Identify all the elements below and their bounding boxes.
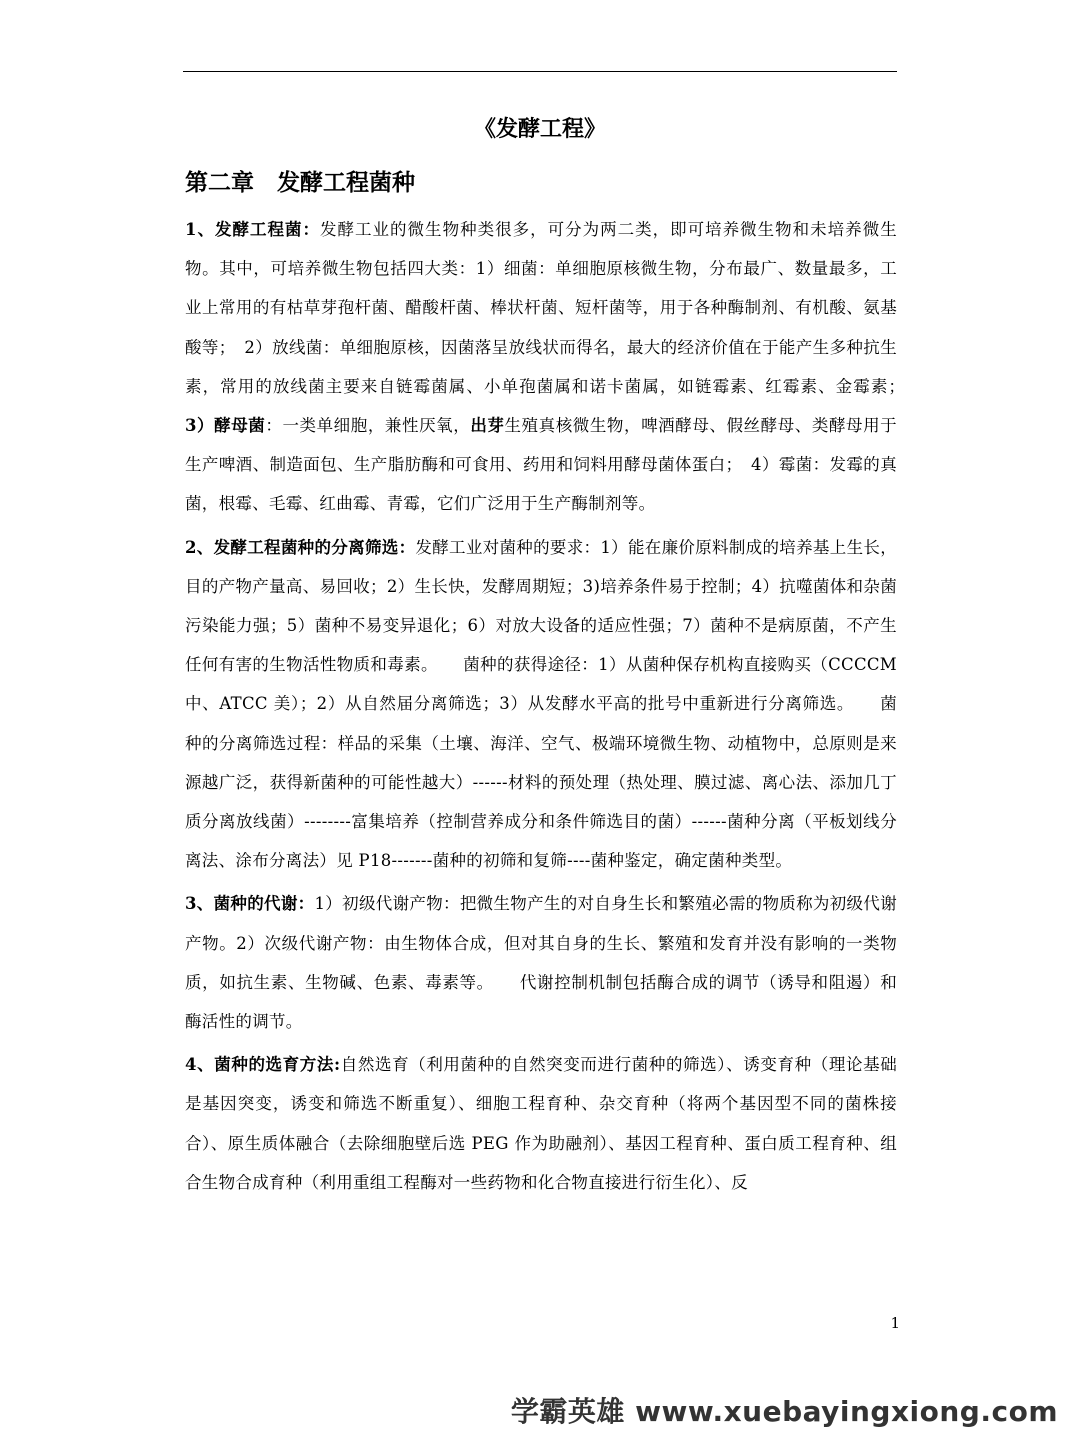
section-2-text: 发酵工业对菌种的要求：1）能在廉价原料制成的培养基上生长，目的产物产量高、易回收；2）生长快，发酵周期短；3)培养条件易于控制；4）抗噬菌体和杂菌污染能力强；5）菌种不易变异退化；6）对放大设备的适应性强；7）菌种不是病原菌，不产生任何有害的生物活性物质和毒素。 菌种的获得途径：1）从菌种保存机构直接购买（CCCCM 中、ATCC 美）；2）从自然届分离筛选；3）从发酵水平高的批号中重新进行分离筛选。 菌种的分离筛选过程：样品的采集（土壤、海洋、空气、极端环境微生物、动植物中，总原则是来源越广泛，获得新菌种的可能性越大）------材料的预处理（热处理、膜过滤、离心法、添加几丁质分离放线菌）--------富集培养（控制营养成分和条件筛选目的菌）------菌种分离（平板划线分离法、涂布分离法）见 P18-------菌种的初筛和复筛----菌种鉴定，确定菌种类型。 <box>185 537 897 871</box>
document-title: 《发酵工程》 <box>473 116 606 142</box>
section-1-heading: 1、发酵工程菌： <box>185 220 321 239</box>
section-3-heading: 3、菌种的代谢： <box>185 894 315 914</box>
chapter-title: 第二章 发酵工程菌种 <box>185 169 415 196</box>
section-4 <box>185 1045 897 1202</box>
section-1-text-3: 生殖真核微生物，啤酒酵母、假丝酵母、类酵母用于生产啤酒、制造面包、生产脂肪酶和可食用、药用和饲料用酵母菌体蛋白； 4）霉菌：发霉的真菌，根霉、毛霉、红曲霉、青霉，它们广泛用于生产酶制剂等。 <box>185 416 897 514</box>
section-2 <box>185 528 897 881</box>
header-rule <box>183 71 897 72</box>
section-4-text: 自然选育（利用菌种的自然突变而进行菌种的筛选）、诱变育种（理论基础是基因突变，诱变和筛选不断重复）、细胞工程育种、杂交育种（将两个基因型不同的菌株接合）、原生质体融合（去除细胞壁后选 PEG 作为助融剂）、基因工程育种、蛋白质工程育种、组合生物合成育种（利用重组工程酶对一些药物和化合物直接进行衍生化）、反 <box>185 1055 897 1192</box>
site-watermark: 学霸英雄 www.xuebayingxiong.com <box>510 1395 1058 1428</box>
page-number: 1 <box>890 1314 900 1332</box>
section-4-heading: 4、菌种的选育方法: <box>185 1055 341 1075</box>
section-3 <box>185 884 897 1041</box>
section-1-budding-term: 出芽 <box>470 416 505 436</box>
document-body <box>185 210 914 1206</box>
section-1 <box>185 210 914 524</box>
section-3-text: 1）初级代谢产物：把微生物产生的对自身生长和繁殖必需的物质称为初级代谢产物。2）次级代谢产物：由生物体合成，但对其自身的生长、繁殖和发育并没有影响的一类物质，如抗生素、生物碱、色素、毒素等。 代谢控制机制包括酶合成的调节（诱导和阻遏）和酶活性的调节。 <box>185 894 897 1032</box>
section-1-yeast-term: 3）酵母菌 <box>185 416 266 436</box>
section-2-heading: 2、发酵工程菌种的分离筛选： <box>185 537 416 557</box>
section-1-text-2: ：一类单细胞，兼性厌氧， <box>265 416 471 436</box>
section-1-text: 发酵工业的微生物种类很多，可分为两二类，即可培养微生物和未培养微生物。其中，可培养微生物包括四大类：1）细菌：单细胞原核微生物，分布最广、数量最多，工业上常用的有枯草芽孢杆菌、醋酸杆菌、棒状杆菌、短杆菌等，用于各种酶制剂、有机酸、氨基酸等； 2）放线菌：单细胞原核，因菌落呈放线状而得名，最大的经济价值在于能产生多种抗生素，常用的放线菌主要来自链霉菌属、小单孢菌属和诺卡菌属，如链霉素、红霉素、金霉素； <box>185 220 914 396</box>
